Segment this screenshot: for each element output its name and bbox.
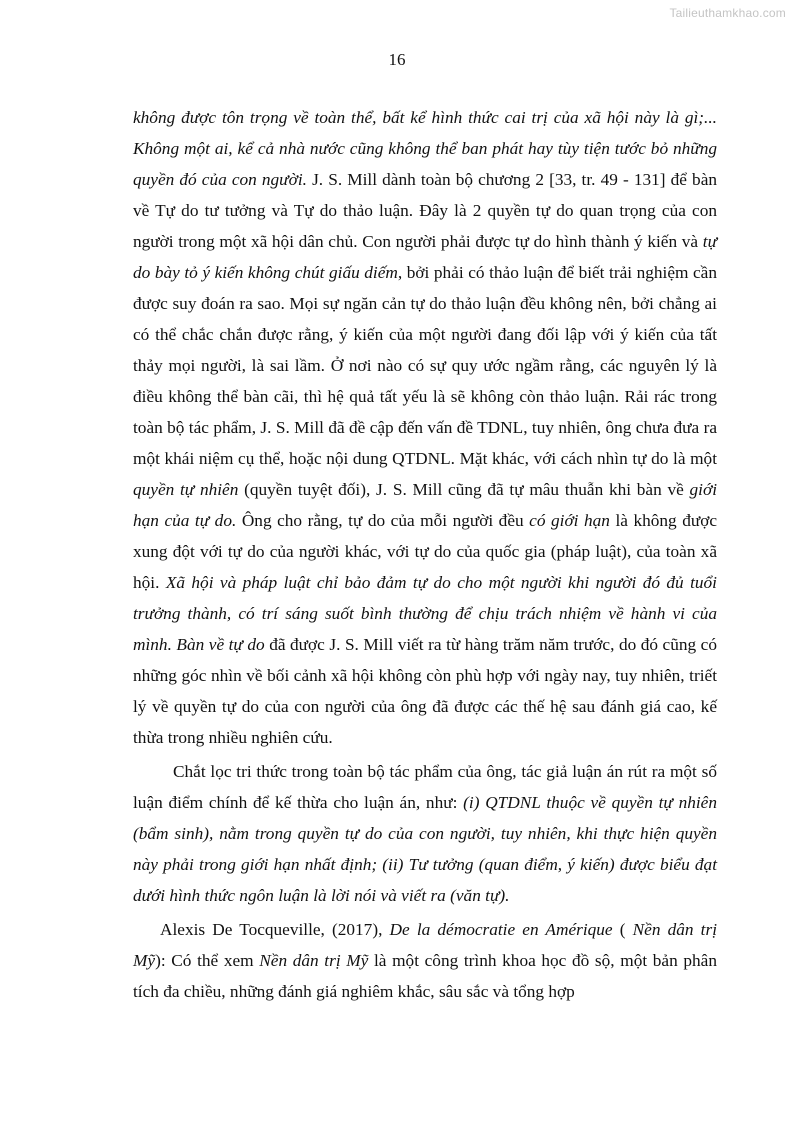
watermark-text: Tailieuthamkhao.com xyxy=(669,6,786,20)
text-run: Chắt lọc tri thức trong toàn bộ tác phẩm của ông, tác giả luận án rút ra một số luận điểm chính để kế thừa cho luận án, như: xyxy=(133,762,717,812)
italic-text-run: quyền tự nhiên xyxy=(133,480,239,499)
italic-text-run: Nền dân trị Mỹ xyxy=(259,951,369,970)
italic-text-run: tự do bày tỏ ý kiến không chút giấu diếm xyxy=(133,232,717,282)
text-run: J. S. Mill dành toàn bộ chương 2 [33, tr. 49 - 131] để bàn về Tự do tư tưởng và Tự do thảo luận. Đây là 2 quyền tự do quan trọng của con người trong một xã hội dân chủ. Con người phải được tự do hình thành ý kiến và xyxy=(133,170,718,251)
text-run: (quyền tuyệt đối), J. S. Mill cũng đã tự mâu thuẫn khi bàn về xyxy=(238,480,690,499)
italic-text-run: không được tôn trọng về toàn thể, bất kể hình thức cai trị của xã hội này là gì;... Không một ai, kể cả nhà nước cũng không thể ban phát hay tùy tiện tước bỏ những quyền đó của con người. xyxy=(133,108,717,189)
text-run: là một công trình khoa học đồ sộ, một bản phân tích đa chiều, những đánh giá nghiêm khắc, sâu sắc và tổng hợp xyxy=(133,951,717,1001)
paragraph-1 xyxy=(133,102,717,753)
italic-text-run: De la démocratie en Amérique xyxy=(389,920,613,939)
italic-text-run: (i) QTDNL thuộc về quyền tự nhiên (bẩm sinh), nằm trong quyền tự do của con người, tuy nhiên, khi thực hiện quyền này phải trong giới hạn nhất định; (ii) Tư tưởng (quan điểm, ý kiến) được biểu đạt dưới hình thức ngôn luận là lời nói và viết ra (văn tự). xyxy=(133,793,717,905)
paragraph-2 xyxy=(133,756,717,911)
text-run: là không được xung đột với tự do của người khác, với tự do của quốc gia (pháp luật), của toàn xã hội. xyxy=(133,511,718,592)
text-run: Ông cho rằng, tự do của mỗi người đều xyxy=(236,511,530,530)
text-run: ): Có thể xem xyxy=(155,951,260,970)
text-run: đã được J. S. Mill viết ra từ hàng trăm năm trước, do đó cũng có những góc nhìn về bối cảnh xã hội không còn phù hợp với ngày nay, tuy nhiên, triết lý về quyền tự do của con người của ông đã được các thế hệ sau đánh giá cao, kế thừa trong nhiều nghiên cứu. xyxy=(133,635,717,747)
paragraph-3 xyxy=(133,914,717,1007)
page-number: 16 xyxy=(388,50,406,69)
text-run: , bởi phải có thảo luận để biết trải nghiệm cần được suy đoán ra sao. Mọi sự ngăn cản tự do thảo luận đều không nên, bởi chẳng ai có thể chắc chắn được rằng, ý kiến của một người đang đối lập với ý kiến của tất thảy mọi người, là sai lầm. Ở nơi nào có sự quy ước ngầm rằng, các nguyên lý là điều không thể bàn cãi, thì hệ quả tất yếu là sẽ không còn thảo luận. Rải rác trong toàn bộ tác phẩm, J. S. Mill đã đề cập đến vấn đề TDNL, tuy nhiên, ông chưa đưa ra một khái niệm cụ thể, hoặc nội dung QTDNL. Mặt khác, với cách nhìn tự do là một xyxy=(133,263,717,468)
italic-text-run: có giới hạn xyxy=(529,511,610,530)
italic-text-run: giới hạn của tự do. xyxy=(133,480,717,530)
italic-text-run: Xã hội và pháp luật chỉ bảo đảm tự do cho một người khi người đó đủ tuổi trưởng thành, có trí sáng suốt bình thường để chịu trách nhiệm về hành vi của mình. Bàn về tự do xyxy=(133,573,717,654)
italic-text-run: Nền dân trị Mỹ xyxy=(133,920,717,970)
text-run: ( xyxy=(612,920,633,939)
text-run: Alexis De Tocqueville, (2017), xyxy=(160,920,390,939)
document-body xyxy=(133,102,717,1007)
